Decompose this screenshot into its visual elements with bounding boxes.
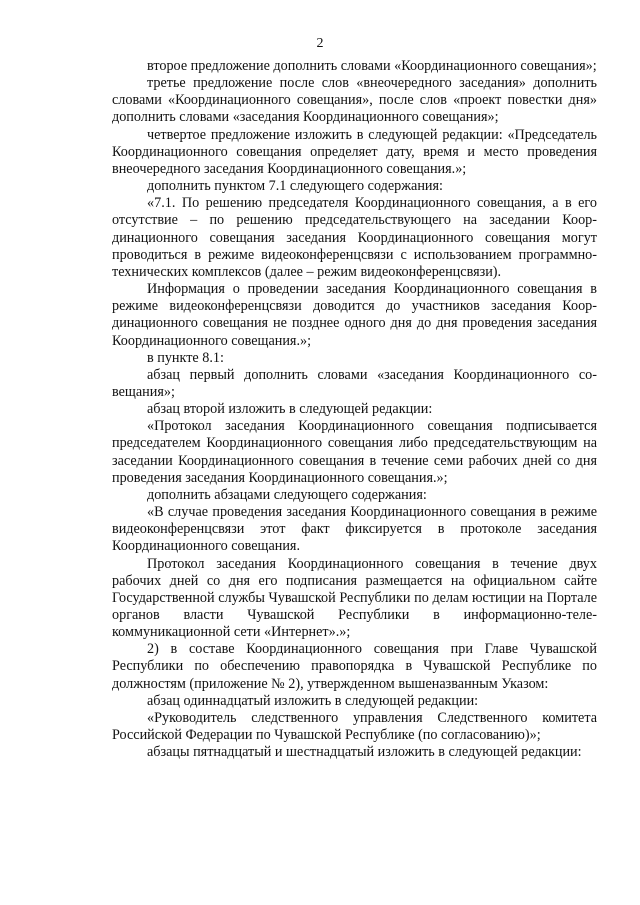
- paragraph: абзацы пятнадцатый и шестнадцатый изложить в следующей редакции:: [147, 744, 582, 761]
- paragraph: в пункте 8.1:: [147, 349, 224, 366]
- paragraph: «Протокол заседания Координационного совещания подписывается председателем Координационного совещания либо председательствующим на заседании Координационного совещания в течение семи рабочих дней со дня проведения заседания Координационного совещания.»;: [112, 418, 597, 486]
- paragraph: второе предложение дополнить словами «Координационного совещания»;: [147, 58, 597, 74]
- paragraph: 2) в составе Координационного совещания при Главе Чувашской Республики по обеспечению правопорядка в Чувашской Республике по должностям (приложение № 2), утвержденном вышеназванным Указом:: [112, 641, 597, 692]
- paragraph: «В случае проведения заседания Координационного совещания в режиме видеоконференцсвязи этот факт фиксируется в протоколе заседания Координационного совещания.: [112, 504, 597, 555]
- document-body: [112, 58, 597, 761]
- paragraph: «Руководитель следственного управления Следственного комитета Российской Федерации по Чувашской Республике (по согласованию)»;: [112, 709, 597, 744]
- paragraph: Информация о проведении заседания Координационного совещания в режиме видеоконференцсвязи доводится до участников заседания Координационного совещания не позднее одного дня до дня проведения заседания Координационного совещания.»;: [112, 281, 597, 349]
- paragraph: четвертое предложение изложить в следующей редакции: «Председатель Координационного совещания определяет дату, время и место проведения внеочередного заседания Координационного совещания.»;: [112, 126, 597, 177]
- paragraph: абзац второй изложить в следующей редакции:: [147, 401, 433, 418]
- paragraph: дополнить абзацами следующего содержания:: [147, 486, 427, 503]
- paragraph: абзац одиннадцатый изложить в следующей редакции:: [147, 692, 479, 709]
- page-number: 2: [316, 36, 324, 51]
- paragraph: Протокол заседания Координационного совещания в течение двух рабочих дней со дня его подписания размещается на официальном сайте Государственной службы Чувашской Республики по делам юстиции на Портале органов власти Чувашской Республики в информационно-телекоммуникационной сети «Интернет».»;: [112, 555, 597, 641]
- paragraph: третье предложение после слов «внеочередного заседания» дополнить словами «Координационного совещания», после слов «проект повестки дня» дополнить словами «заседания Координационного совещания»;: [112, 75, 597, 126]
- paragraph: «7.1. По решению председателя Координационного совещания, а в его отсутствие – по решению председательствующего на заседании Координационного совещания заседания Координационного совещания могут проводиться в режиме видеоконференцсвязи с использованием программно-технических комплексов (далее – режим видеоконференцсвязи).: [112, 195, 597, 280]
- paragraph: абзац первый дополнить словами «заседания Координационного совещания»;: [112, 366, 597, 400]
- paragraph: дополнить пунктом 7.1 следующего содержания:: [147, 178, 443, 195]
